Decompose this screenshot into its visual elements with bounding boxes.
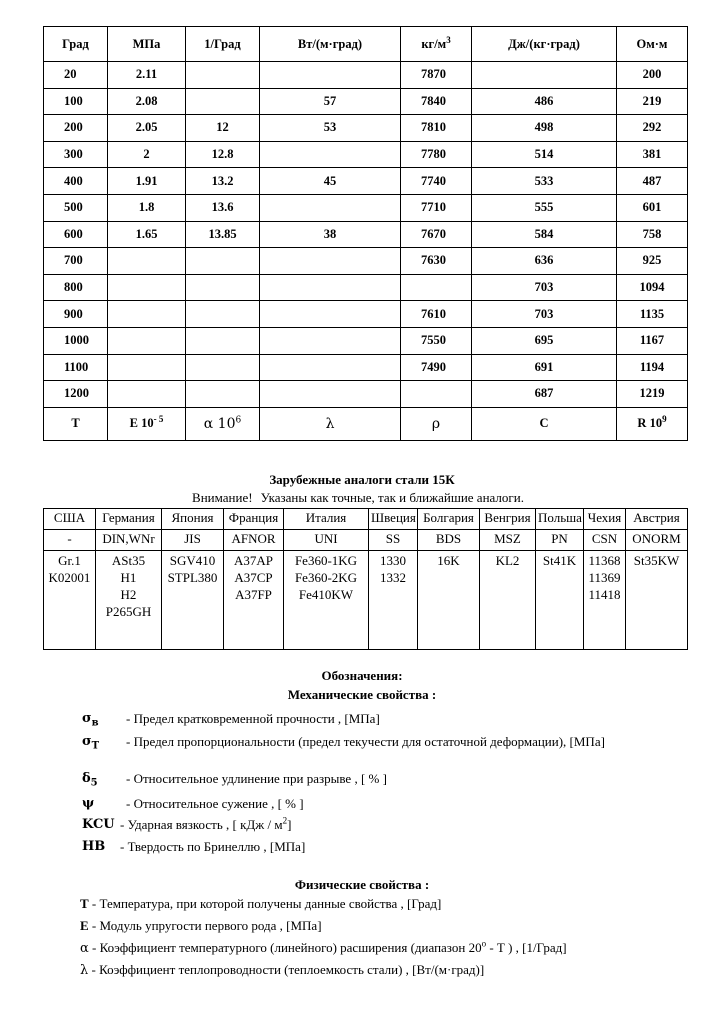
cell-density: 7740 — [401, 168, 472, 195]
cell-temperature: 20 — [44, 62, 108, 89]
grade-code: St41K — [542, 553, 577, 568]
phys-symbol: α — [80, 941, 89, 956]
cell-heat-capacity: 486 — [472, 88, 617, 115]
cell-conductivity — [260, 354, 401, 381]
cell-conductivity — [260, 381, 401, 408]
mech-title: Механические свойства : — [287, 687, 437, 702]
standard-cell: AFNOR — [224, 530, 284, 551]
standard-cell: BDS — [418, 530, 480, 551]
grade-code: A37AP — [233, 553, 273, 568]
standard-cell: SS — [369, 530, 418, 551]
cell-modulus: 2.11 — [108, 62, 186, 89]
cell-density: 7840 — [401, 88, 472, 115]
cell-temperature: 600 — [44, 221, 108, 248]
cell-modulus — [108, 327, 186, 354]
grades-cell — [584, 551, 626, 650]
table-row — [44, 115, 688, 142]
cell-heat-capacity: 533 — [472, 168, 617, 195]
cell-conductivity: 38 — [260, 221, 401, 248]
grades-cell — [284, 551, 369, 650]
cell-density: 7550 — [401, 327, 472, 354]
cell-temperature: 500 — [44, 194, 108, 221]
cell-conductivity — [260, 327, 401, 354]
cell-temperature: 700 — [44, 248, 108, 275]
cell-conductivity: 45 — [260, 168, 401, 195]
cell-modulus — [108, 301, 186, 328]
cell-resistivity: 1194 — [617, 354, 688, 381]
table-row — [44, 62, 688, 89]
symbol-alpha: α $10^6$ — [186, 407, 260, 440]
cell-temperature: 800 — [44, 274, 108, 301]
cell-expansion: 12 — [186, 115, 260, 142]
mech-symbol: $\delta_5$ — [82, 771, 98, 789]
table-row — [44, 354, 688, 381]
standard-cell: - — [44, 530, 96, 551]
cell-expansion — [186, 248, 260, 275]
cell-density: 7610 — [401, 301, 472, 328]
mech-description: - Относительное удлинение при разрыве , [ % ] — [126, 771, 387, 786]
table-row — [44, 141, 688, 168]
table-row — [44, 248, 688, 275]
grades-cell — [162, 551, 224, 650]
mech-symbol: $\sigma_в$ — [82, 711, 99, 729]
cell-temperature: 1000 — [44, 327, 108, 354]
cell-resistivity: 1135 — [617, 301, 688, 328]
symbol-rho: ρ — [401, 407, 472, 440]
table-symbols-row — [44, 407, 688, 440]
cell-expansion — [186, 354, 260, 381]
analogs-note-text: Указаны как точные, так и ближайшие аналоги. — [260, 490, 524, 505]
cell-expansion: 13.2 — [186, 168, 260, 195]
grades-cell — [418, 551, 480, 650]
country-cell: Япония — [162, 509, 224, 530]
cell-resistivity: 925 — [617, 248, 688, 275]
mech-description: - Твердость по Бринеллю , [МПа] — [120, 839, 306, 854]
grade-code: H2 — [120, 587, 137, 602]
cell-temperature: 1100 — [44, 354, 108, 381]
symbols-row-group — [44, 407, 688, 440]
table-row — [44, 88, 688, 115]
cell-density: 7870 — [401, 62, 472, 89]
header-modulus: МПа — [108, 27, 186, 62]
cell-modulus — [108, 381, 186, 408]
cell-heat-capacity: 514 — [472, 141, 617, 168]
cell-expansion — [186, 381, 260, 408]
grade-code: STPL380 — [167, 570, 218, 585]
cell-expansion — [186, 327, 260, 354]
cell-expansion — [186, 274, 260, 301]
cell-resistivity: 1094 — [617, 274, 688, 301]
header-density: $кг/м^3$ — [401, 27, 472, 62]
cell-heat-capacity: 555 — [472, 194, 617, 221]
cell-density: 7780 — [401, 141, 472, 168]
grades-cell — [44, 551, 96, 650]
mech-symbol: HB — [82, 839, 106, 854]
header-conductivity: Вт/(м·град) — [260, 27, 401, 62]
mech-symbol: ψ — [82, 796, 95, 811]
grades-cell — [626, 551, 688, 650]
cell-modulus: 2.05 — [108, 115, 186, 142]
cell-conductivity — [260, 274, 401, 301]
phys-symbol: T — [80, 896, 89, 911]
cell-conductivity — [260, 248, 401, 275]
grade-code: 11368 — [588, 553, 621, 568]
standard-cell: CSN — [584, 530, 626, 551]
grade-code: P265GH — [105, 604, 152, 619]
table-row — [44, 221, 688, 248]
phys-symbol: λ — [80, 963, 89, 978]
country-cell: Болгария — [418, 509, 480, 530]
country-cell: Чехия — [584, 509, 626, 530]
phys-description: - Модуль упругости первого рода , [МПа] — [88, 918, 322, 933]
cell-temperature: 200 — [44, 115, 108, 142]
cell-temperature: 1200 — [44, 381, 108, 408]
country-cell: Венгрия — [480, 509, 536, 530]
table-row — [44, 168, 688, 195]
symbol-lambda: λ — [260, 407, 401, 440]
grade-code: 16K — [437, 553, 460, 568]
table-row — [44, 301, 688, 328]
cell-resistivity: 1219 — [617, 381, 688, 408]
grade-code: St35KW — [633, 553, 680, 568]
standard-cell: DIN,WNr — [96, 530, 162, 551]
cell-resistivity: 381 — [617, 141, 688, 168]
grades-cell — [480, 551, 536, 650]
analogs-note-lead: Внимание! — [192, 490, 253, 505]
grade-code: Gr.1 — [58, 553, 81, 568]
cell-temperature: 400 — [44, 168, 108, 195]
grade-code: Fe410KW — [298, 587, 354, 602]
header-heat-capacity: Дж/(кг·град) — [472, 27, 617, 62]
grade-code: 11418 — [588, 587, 621, 602]
grades-row — [44, 551, 688, 650]
standard-cell: UNI — [284, 530, 369, 551]
cell-heat-capacity: 691 — [472, 354, 617, 381]
grade-code: Fe360-1KG — [294, 553, 358, 568]
mech-description: - Предел пропорциональности (предел текучести для остаточной деформации), [МПа] — [126, 734, 605, 749]
cell-expansion — [186, 88, 260, 115]
cell-heat-capacity: 703 — [472, 274, 617, 301]
phys-title: Физические свойства : — [294, 877, 430, 892]
cell-resistivity: 487 — [617, 168, 688, 195]
cell-conductivity — [260, 141, 401, 168]
cell-heat-capacity: 687 — [472, 381, 617, 408]
phys-description: - Коэффициент температурного (линейного) расширения (диапазон 20 — [88, 940, 482, 955]
cell-density: 7710 — [401, 194, 472, 221]
cell-expansion — [186, 301, 260, 328]
cell-modulus: 1.65 — [108, 221, 186, 248]
cell-conductivity — [260, 301, 401, 328]
cell-resistivity: 1167 — [617, 327, 688, 354]
country-cell: Франция — [224, 509, 284, 530]
cell-resistivity: 601 — [617, 194, 688, 221]
cell-heat-capacity: 498 — [472, 115, 617, 142]
standard-row — [44, 530, 688, 551]
grade-code: ASt35 — [111, 553, 146, 568]
country-cell: Австрия — [626, 509, 688, 530]
cell-density: 7810 — [401, 115, 472, 142]
mech-symbol: $\sigma_T$ — [82, 734, 100, 752]
grades-cell — [369, 551, 418, 650]
standard-cell: PN — [536, 530, 584, 551]
cell-conductivity: 57 — [260, 88, 401, 115]
cell-resistivity: 200 — [617, 62, 688, 89]
table-row — [44, 274, 688, 301]
cell-heat-capacity: 695 — [472, 327, 617, 354]
grade-code: A37CP — [234, 570, 273, 585]
analogs-note — [0, 490, 724, 506]
properties-table-body — [44, 27, 688, 408]
cell-resistivity: 219 — [617, 88, 688, 115]
standard-cell: ONORM — [626, 530, 688, 551]
table-row — [44, 327, 688, 354]
grade-code: 11369 — [588, 570, 621, 585]
cell-modulus: 1.8 — [108, 194, 186, 221]
cell-expansion — [186, 62, 260, 89]
cell-expansion: 13.6 — [186, 194, 260, 221]
country-cell: Польша — [536, 509, 584, 530]
grade-code: KL2 — [495, 553, 520, 568]
analogs-title: Зарубежные аналоги стали 15К — [269, 472, 455, 487]
cell-modulus — [108, 354, 186, 381]
cell-density — [401, 381, 472, 408]
grade-code: H1 — [120, 570, 137, 585]
cell-modulus — [108, 248, 186, 275]
header-expansion: 1/Град — [186, 27, 260, 62]
grade-code: K02001 — [48, 570, 91, 585]
phys-legend-item: α - Коэффициент температурного (линейного) расширения (диапазон 20$^o$ - Т ) , [1/Град] — [80, 938, 567, 956]
country-cell: Италия — [284, 509, 369, 530]
phys-legend-item — [80, 896, 700, 912]
phys-symbol: E — [80, 918, 89, 933]
mech-symbol: KCU — [82, 817, 115, 832]
cell-density — [401, 274, 472, 301]
mech-description: - Ударная вязкость , [ кДж / $м^2$] — [120, 815, 292, 832]
phys-legend-item — [80, 962, 700, 978]
cell-modulus: 2 — [108, 141, 186, 168]
cell-modulus: 2.08 — [108, 88, 186, 115]
cell-density: 7490 — [401, 354, 472, 381]
cell-expansion: 13.85 — [186, 221, 260, 248]
phys-description: - Коэффициент теплопроводности (теплоемкость стали) , [Вт/(м·град)] — [88, 962, 485, 977]
legend-title: Обозначения: — [321, 668, 403, 683]
analogs-table — [43, 508, 688, 650]
country-cell: Германия — [96, 509, 162, 530]
cell-resistivity: 292 — [617, 115, 688, 142]
symbol-t: T — [44, 407, 108, 440]
cell-density: 7670 — [401, 221, 472, 248]
table-row — [44, 381, 688, 408]
cell-conductivity: 53 — [260, 115, 401, 142]
cell-heat-capacity: 703 — [472, 301, 617, 328]
cell-expansion: 12.8 — [186, 141, 260, 168]
cell-temperature: 100 — [44, 88, 108, 115]
standard-cell: MSZ — [480, 530, 536, 551]
phys-legend-item — [80, 918, 700, 934]
phys-description: - Температура, при которой получены данные свойства , [Град] — [88, 896, 442, 911]
mech-description: - Предел кратковременной прочности , [МПа] — [126, 711, 380, 726]
symbol-c: C — [472, 407, 617, 440]
cell-modulus: 1.91 — [108, 168, 186, 195]
standard-cell: JIS — [162, 530, 224, 551]
mech-description: - Относительное сужение , [ % ] — [126, 796, 304, 811]
properties-table — [43, 26, 688, 441]
analogs-table-body — [44, 509, 688, 650]
country-row — [44, 509, 688, 530]
cell-density: 7630 — [401, 248, 472, 275]
table-header-row — [44, 27, 688, 62]
table-row — [44, 194, 688, 221]
cell-conductivity — [260, 62, 401, 89]
header-temperature: Град — [44, 27, 108, 62]
cell-modulus — [108, 274, 186, 301]
cell-resistivity: 758 — [617, 221, 688, 248]
grades-cell — [536, 551, 584, 650]
grades-cell — [96, 551, 162, 650]
cell-heat-capacity: 636 — [472, 248, 617, 275]
cell-heat-capacity — [472, 62, 617, 89]
grades-cell — [224, 551, 284, 650]
symbol-e: E $10^{- 5}$ — [108, 407, 186, 440]
grade-code: 1330 — [380, 553, 406, 568]
cell-conductivity — [260, 194, 401, 221]
cell-temperature: 900 — [44, 301, 108, 328]
grade-code: Fe360-2KG — [294, 570, 358, 585]
grade-code: A37FP — [235, 587, 272, 602]
country-cell: Швеция — [369, 509, 418, 530]
country-cell: США — [44, 509, 96, 530]
grade-code: SGV410 — [169, 553, 216, 568]
cell-temperature: 300 — [44, 141, 108, 168]
symbol-r: R $10^9$ — [617, 407, 688, 440]
grade-code: 1332 — [380, 570, 406, 585]
cell-heat-capacity: 584 — [472, 221, 617, 248]
header-resistivity: Ом·м — [617, 27, 688, 62]
